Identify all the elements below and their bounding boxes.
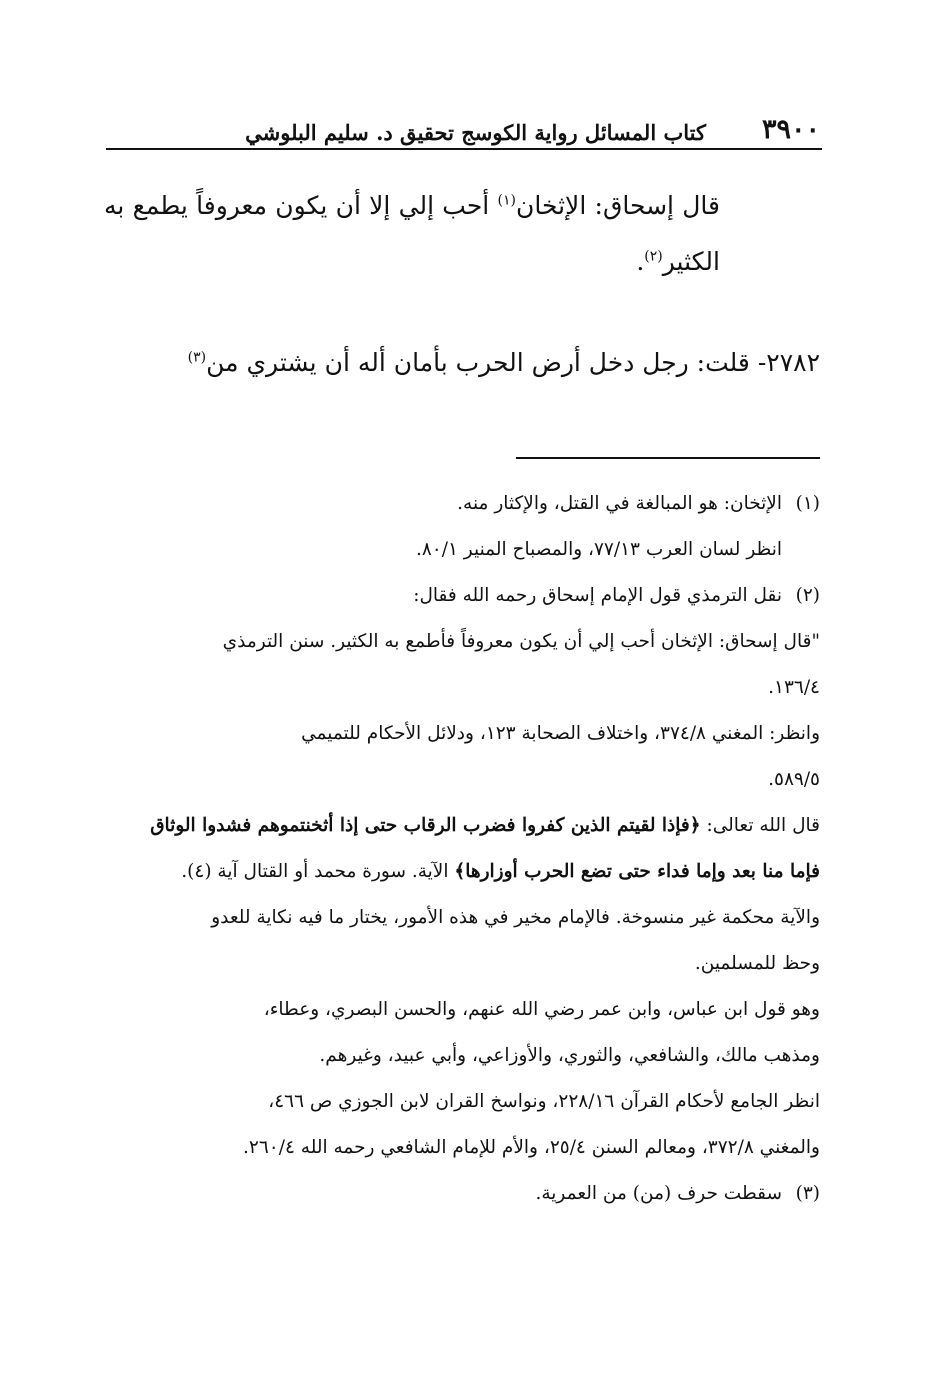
footnote-2-line-12: انظر الجامع لأحكام القرآن ٢٢٨/١٦، ونواسخ القران لابن الجوزي ص ٤٦٦، — [268, 1091, 820, 1112]
quran-verse-part-2: فإما منا بعد وإما فداء حتى تضع الحرب أوزارها﴾ — [454, 861, 820, 882]
footnote-2-line-7-ref: الآية. سورة محمد أو القتال آية (٤). — [181, 861, 455, 882]
footnote-2-line-4: وانظر: المغني ٣٧٤/٨، واختلاف الصحابة ١٢٣، ودلائل الأحكام للتميمي — [301, 723, 820, 744]
page-number: ٣٩٠٠ — [761, 114, 820, 145]
footnote-2-line-11: ومذهب مالك، والشافعي، والثوري، والأوزاعي، وأبي عبيد، وغيرهم. — [319, 1045, 820, 1066]
running-title: كتاب المسائل رواية الكوسج تحقيق د. سليم البلوشي — [245, 120, 706, 145]
footnote-2-line-13: والمغني ٣٧٢/٨، ومعالم السنن ٢٥/٤، والأم للإمام الشافعي رحمه الله ٢٦٠/٤. — [243, 1137, 820, 1158]
para1-text-b: أحب إلي إلا أن يكون معروفاً يطمع به الكثير — [104, 191, 720, 276]
footnote-3-mark: (٣) — [795, 1183, 820, 1204]
footnote-2-line-2: "قال إسحاق: الإثخان أحب إلي أن يكون معروفاً فأطمع به الكثير. سنن الترمذي — [222, 631, 820, 652]
footnote-2-line-10: وهو قول ابن عباس، وابن عمر رضي الله عنهم، والحسن البصري، وعطاء، — [263, 999, 820, 1020]
footnote-1 — [104, 481, 820, 527]
page-header — [106, 105, 820, 145]
footnote-1-line-1: الإثخان: هو المبالغة في القتل، والإكثار منه. — [457, 493, 782, 514]
footnote-ref-1[interactable]: (١) — [497, 192, 516, 209]
para1-text-a: قال إسحاق: الإثخان — [515, 191, 720, 220]
footnote-3-line-1: سقطت حرف (من) من العمرية. — [535, 1183, 782, 1204]
footnote-ref-2[interactable]: (٢) — [644, 248, 663, 265]
para1-end: . — [636, 247, 645, 276]
footnote-2-line-3: ١٣٦/٤. — [768, 677, 820, 698]
footnote-2-line-5: ٥٨٩/٥. — [768, 769, 820, 790]
footnote-2-line-7 — [104, 849, 820, 895]
footnote-1-mark: (١) — [795, 493, 820, 514]
footnote-1-line-2: انظر لسان العرب ٧٧/١٣، والمصباح المنير ٨٠/١. — [415, 539, 782, 560]
footnote-2-mark: (٢) — [795, 585, 820, 606]
body-paragraph-1 — [104, 178, 720, 290]
quran-verse-part-1: ﴿فإذا لقيتم الذين كفروا فضرب الرقاب حتى إذا أثخنتموهم فشدوا الوثاق — [150, 815, 701, 836]
footnote-2-line-8: والآية محكمة غير منسوخة. فالإمام مخير في هذه الأمور، يختار ما فيه نكاية للعدو — [211, 907, 820, 928]
footnote-2-line-6 — [104, 803, 820, 849]
para2-text: ٢٧٨٢- قلت: رجل دخل أرض الحرب بأمان أله أن يشتري من — [206, 348, 820, 377]
footnote-2 — [104, 573, 820, 619]
footnote-separator — [516, 457, 820, 459]
footnote-2-line-9: وحظ للمسلمين. — [694, 953, 820, 974]
body-paragraph-2 — [104, 335, 820, 391]
footnote-ref-3[interactable]: (٣) — [187, 349, 207, 366]
footnote-2-line-6-intro: قال الله تعالى: — [700, 815, 820, 836]
footnotes — [104, 481, 820, 1217]
header-rule — [106, 148, 822, 150]
footnote-2-line-1: نقل الترمذي قول الإمام إسحاق رحمه الله فقال: — [413, 585, 782, 606]
footnote-3 — [104, 1171, 820, 1217]
